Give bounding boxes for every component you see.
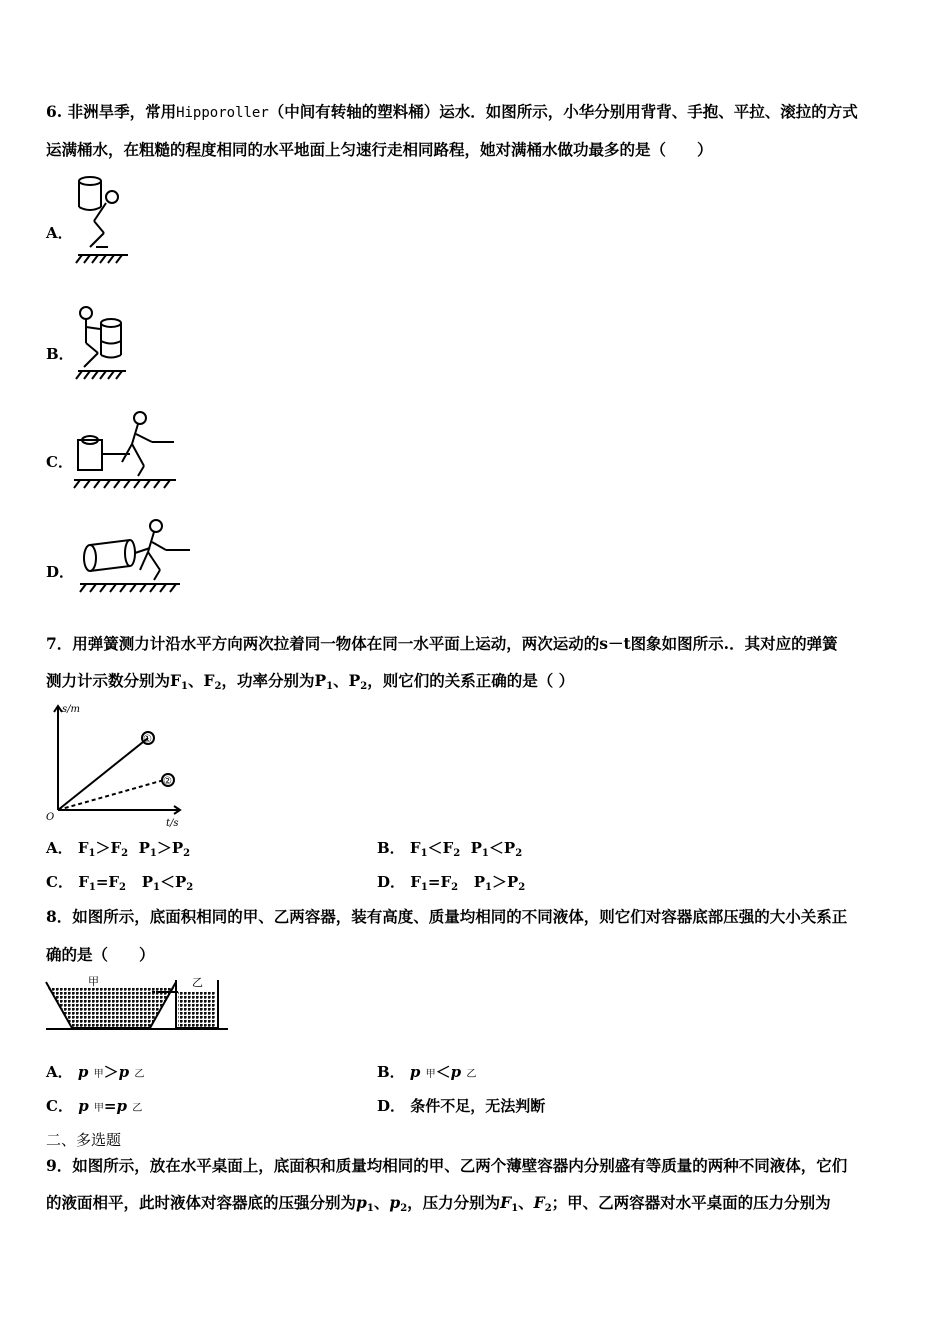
- q8-p: p: [450, 1063, 462, 1081]
- q7-sub: 1: [326, 681, 334, 692]
- q9-text-d: ；甲、乙两容器对水平桌面的压力分别为: [551, 1193, 831, 1212]
- q6-option-d-label: D．: [46, 563, 75, 581]
- q8-opt-label: A．: [46, 1063, 73, 1081]
- q7-F: F: [410, 873, 421, 891]
- q7-F: F: [108, 873, 120, 891]
- q7-F: F: [409, 839, 421, 857]
- q7-sub: 2: [119, 882, 127, 893]
- q9-text-a: 的液面相平，此时液体对容器底的压强分别为: [46, 1193, 357, 1212]
- q7-sub: 2: [183, 848, 191, 859]
- q8-rel: ＞: [103, 1063, 119, 1081]
- q9-sub: 2: [400, 1203, 408, 1214]
- q6-figure-c: [72, 410, 182, 490]
- q9-sub: 1: [511, 1203, 519, 1214]
- q9-F: F: [500, 1193, 512, 1212]
- q7-line1: 7．用弹簧测力计沿水平方向两次拉着同一物体在同一水平面上运动，两次运动的s－t图象如图所示.．其对应的弹簧: [46, 634, 838, 653]
- q8-line2: 确的是（ ）: [46, 945, 155, 964]
- q7-st-graph: [44, 702, 194, 832]
- q7-text-e: ，则它们的关系正确的是（ ）: [367, 671, 575, 690]
- label-jia: 甲: [88, 975, 99, 988]
- q7-sub: 2: [451, 882, 459, 893]
- series-1-line: [58, 738, 148, 810]
- q7-sub: 2: [360, 681, 368, 692]
- q7-rel: ＞: [156, 839, 172, 857]
- q9-text-b: 、: [373, 1193, 390, 1212]
- q7-sub: 1: [149, 848, 157, 859]
- q8-opt-label: C．: [46, 1097, 73, 1115]
- q6-figure-a: [72, 175, 132, 265]
- q8-jia: 甲: [425, 1069, 436, 1080]
- q7-F: F: [110, 839, 122, 857]
- q7-text-a: 测力计示数分别为F: [46, 671, 182, 690]
- q6-line2: 运满桶水，在粗糙的程度相同的水平地面上匀速行走相同路程，她对满桶水做功最多的是（ ）: [46, 140, 713, 159]
- q8-opt-label: D．: [377, 1097, 406, 1115]
- q9-F: F: [533, 1193, 545, 1212]
- q9-p: p: [356, 1193, 367, 1212]
- q7-rel: ＜: [159, 873, 175, 891]
- q7-sub: 1: [420, 882, 428, 893]
- q7-sub: 1: [88, 882, 96, 893]
- q7-F: F: [440, 873, 452, 891]
- q8-containers-figure: [44, 972, 229, 1036]
- q7-rel: =: [95, 873, 109, 891]
- q7-rel: ＜: [488, 839, 504, 857]
- q7-P: P: [141, 873, 153, 891]
- q9-text-b: 、: [518, 1193, 534, 1212]
- q7-sub: 2: [186, 882, 194, 893]
- q7-opt-label: B．: [377, 839, 405, 857]
- q7-P: P: [138, 839, 150, 857]
- q8-option-c[interactable]: [46, 1096, 142, 1119]
- y-axis-label: s/m: [62, 704, 80, 715]
- q9-line1: 9．如图所示，放在水平桌面上，底面积和质量均相同的甲、乙两个薄壁容器内分别盛有等质量的两种不同液体，它们: [46, 1156, 848, 1175]
- q8-line1: 8．如图所示，底面积相同的甲、乙两容器，装有高度、质量均相同的不同液体，则它们对容器底部压强的大小关系正: [46, 907, 848, 926]
- q8-yi: 乙: [132, 1103, 143, 1114]
- q6-text-a: 6. 非洲旱季，常用: [46, 102, 177, 121]
- q7-opt-label: C．: [46, 873, 73, 891]
- q7-line2: [46, 671, 574, 697]
- q8-option-a[interactable]: [46, 1062, 144, 1085]
- q8-p: p: [409, 1063, 421, 1081]
- q7-sub: 1: [485, 882, 492, 893]
- series-2-line: [58, 780, 164, 810]
- section-heading: 二、多选题: [46, 1131, 122, 1149]
- q8-yi: 乙: [466, 1069, 477, 1080]
- q7-P: P: [174, 873, 187, 891]
- q7-rel: ＜: [427, 839, 443, 857]
- q6-figure-b: [72, 303, 132, 388]
- q6-figure-d: [72, 518, 192, 600]
- q6-option-b-label: B．: [46, 345, 74, 363]
- q7-sub: 1: [181, 681, 188, 692]
- q7-P: P: [470, 839, 482, 857]
- q8-option-d[interactable]: [377, 1096, 545, 1116]
- q7-text-b: 、F: [187, 671, 215, 690]
- q7-sub: 2: [214, 681, 222, 692]
- q7-F: F: [442, 839, 454, 857]
- container-yi-liquid: [178, 992, 216, 1028]
- q9-sub: 2: [544, 1203, 552, 1214]
- q7-P: P: [473, 873, 486, 891]
- q7-option-b[interactable]: [377, 838, 522, 864]
- q7-sub: 2: [121, 848, 129, 859]
- q7-sub: 2: [515, 848, 523, 859]
- q7-sub: 1: [481, 848, 489, 859]
- q6-line1: [46, 102, 858, 123]
- q8-jia: 甲: [93, 1103, 104, 1114]
- origin-label: O: [46, 812, 55, 823]
- q8-rel: =: [103, 1097, 117, 1115]
- q8-opt-text: 条件不足，无法判断: [410, 1097, 546, 1115]
- q7-F: F: [77, 839, 89, 857]
- q7-F: F: [78, 873, 89, 891]
- q7-option-c[interactable]: [46, 872, 193, 898]
- q7-P: P: [507, 873, 519, 891]
- q6-text-b: （中间有转轴的塑料桶）运水．如图所示，小华分别用背背、手抱、平拉、滚拉的方式: [268, 102, 858, 121]
- series-2-label: ②: [163, 776, 172, 787]
- q8-p: p: [77, 1063, 89, 1081]
- q7-rel: ＞: [95, 839, 111, 857]
- container-jia-liquid: [48, 988, 174, 1028]
- q8-p: p: [78, 1097, 89, 1115]
- q9-line2: [46, 1193, 831, 1219]
- q9-sub: 1: [366, 1203, 374, 1214]
- q7-rel: =: [427, 873, 441, 891]
- q7-opt-label: A．: [46, 839, 73, 857]
- q9-p: p: [389, 1193, 401, 1212]
- q8-yi: 乙: [134, 1069, 145, 1080]
- q7-P: P: [503, 839, 516, 857]
- label-yi: 乙: [192, 976, 203, 989]
- q6-option-c-label: C．: [46, 453, 73, 471]
- q6-option-a-label: A．: [46, 224, 73, 242]
- q8-option-b[interactable]: [377, 1062, 476, 1085]
- q7-sub: 2: [453, 848, 461, 859]
- series-1-label: ①: [143, 734, 152, 745]
- q6-hipporoller: Hipporoller: [176, 105, 269, 121]
- x-axis-label: t/s: [166, 818, 179, 829]
- q9-text-c: ，压力分别为: [407, 1193, 501, 1212]
- q8-p: p: [118, 1063, 130, 1081]
- q7-rel: ＞: [492, 873, 508, 891]
- q8-rel: ＜: [435, 1063, 451, 1081]
- q7-sub: 1: [88, 848, 96, 859]
- q7-option-d[interactable]: [377, 872, 525, 898]
- q7-text-d: 、P: [333, 671, 361, 690]
- q7-sub: 1: [420, 848, 428, 859]
- q7-sub: 1: [152, 882, 160, 893]
- q7-sub: 2: [518, 882, 526, 893]
- q7-opt-label: D．: [377, 873, 406, 891]
- q8-jia: 甲: [93, 1069, 104, 1080]
- q7-P: P: [171, 839, 184, 857]
- q8-p: p: [116, 1097, 127, 1115]
- q7-text-c: ，功率分别为P: [221, 671, 327, 690]
- q7-option-a[interactable]: [46, 838, 190, 864]
- q8-opt-label: B．: [377, 1063, 405, 1081]
